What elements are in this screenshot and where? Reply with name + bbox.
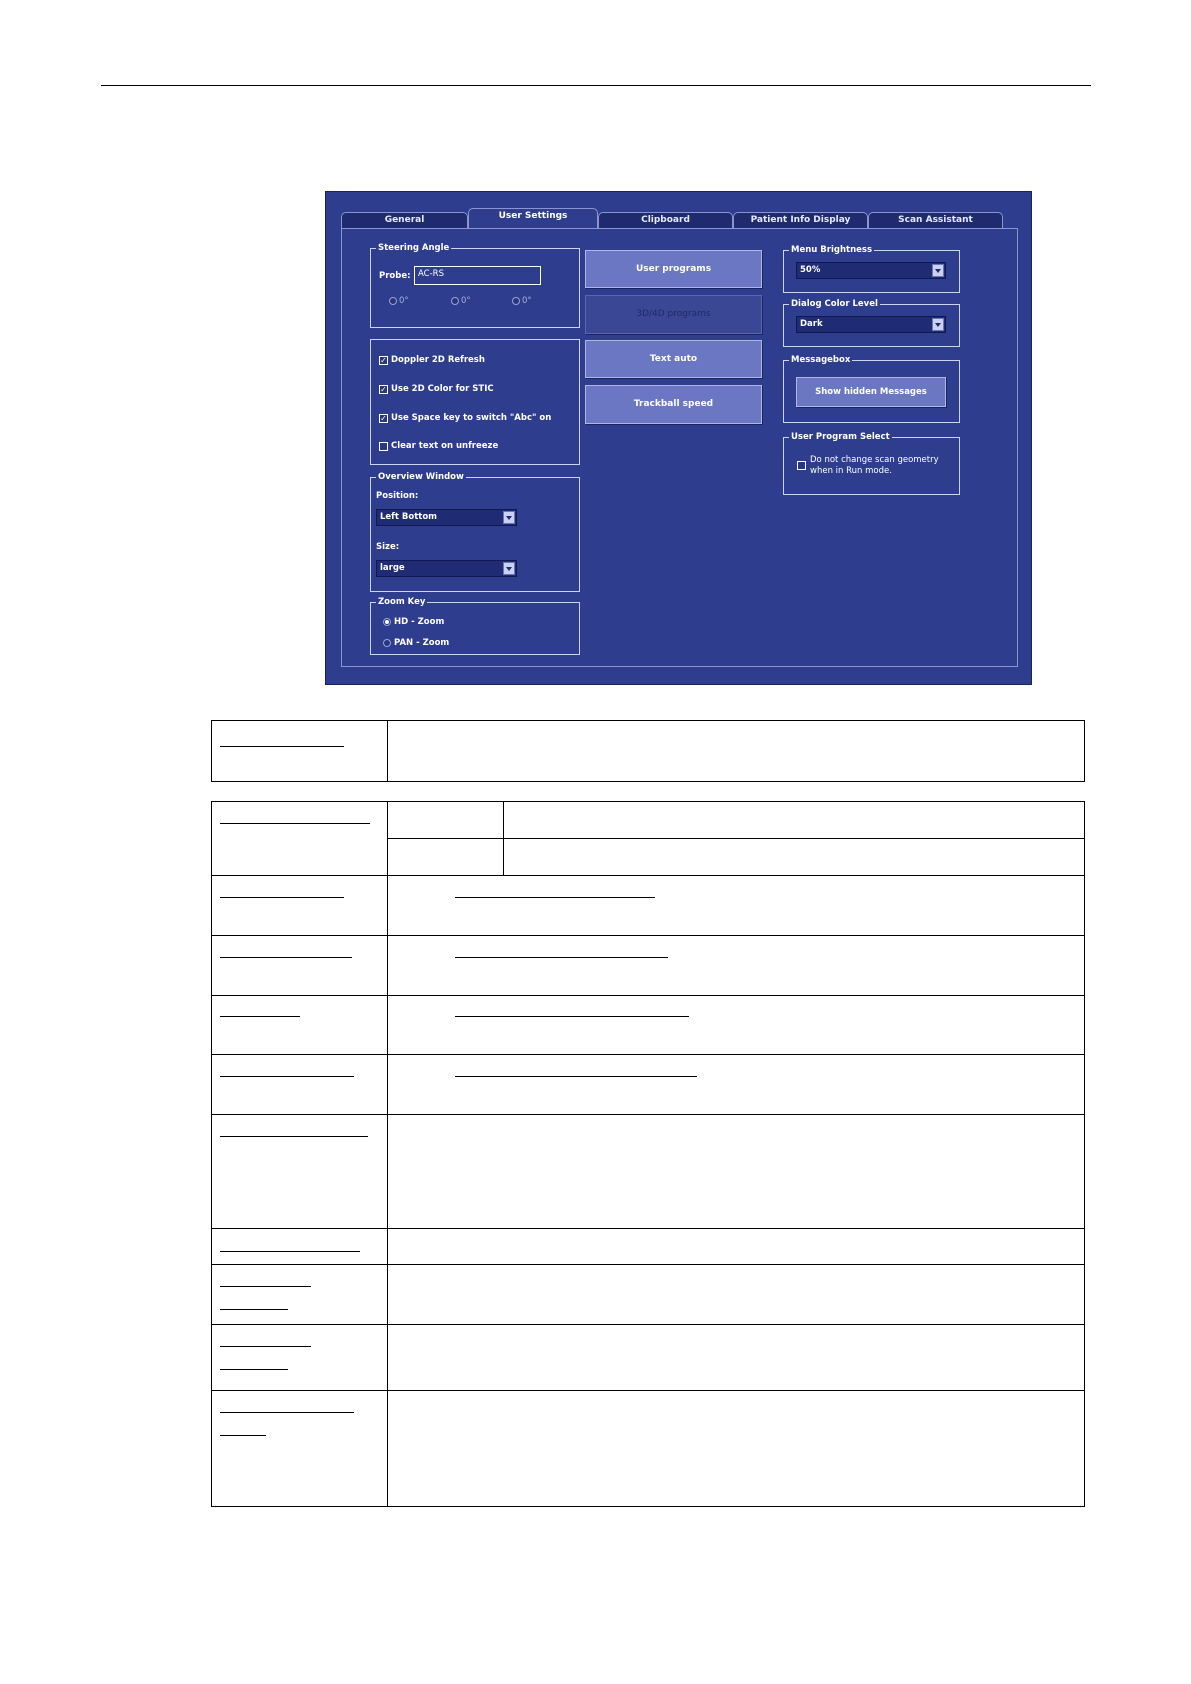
description-table-2: [211, 801, 1085, 1507]
table-row-divider: [212, 995, 1084, 996]
table-divider: [387, 721, 388, 781]
clear-text-unfreeze-label: Clear text on unfreeze: [391, 441, 499, 451]
redacted-text-line: [220, 1286, 311, 1287]
redacted-text-line: [455, 1016, 689, 1017]
space-key-abc-label: Use Space key to switch "Abc" on: [391, 413, 552, 423]
redacted-text-line: [220, 1346, 311, 1347]
redacted-text-line: [220, 1309, 288, 1310]
redacted-text-line: [455, 957, 668, 958]
redacted-text-line: [220, 746, 344, 747]
redacted-text-line: [220, 1251, 360, 1252]
steering-angle-title: Steering Angle: [378, 243, 450, 253]
tab-clipboard[interactable]: Clipboard: [598, 212, 733, 228]
redacted-text-line: [220, 957, 352, 958]
clear-text-unfreeze-checkbox[interactable]: [379, 442, 388, 451]
angle-label-3: 0°: [522, 296, 532, 306]
keep-scan-geometry-label-line2: when in Run mode.: [810, 466, 892, 476]
angle-radio-3[interactable]: [512, 297, 520, 305]
show-hidden-messages-button[interactable]: Show hidden Messages: [796, 377, 946, 407]
keep-scan-geometry-label-line1: Do not change scan geometry: [810, 455, 939, 465]
probe-label: Probe:: [379, 271, 411, 281]
redacted-text-line: [220, 1435, 266, 1436]
redacted-text-line: [220, 1136, 368, 1137]
doppler-2d-refresh-label: Doppler 2D Refresh: [391, 355, 485, 365]
user-settings-dialog: [325, 191, 1032, 685]
redacted-text-line: [220, 1369, 288, 1370]
3d4d-programs-button[interactable]: 3D/4D programs: [585, 295, 762, 334]
trackball-speed-button[interactable]: Trackball speed: [585, 385, 762, 424]
table-row-divider: [387, 838, 1084, 839]
menu-brightness-value: 50%: [800, 265, 821, 275]
hd-zoom-label: HD - Zoom: [394, 617, 445, 627]
messagebox-group: [783, 355, 960, 423]
position-select[interactable]: [376, 509, 517, 526]
doppler-2d-refresh-checkbox[interactable]: ✓: [380, 356, 387, 365]
angle-radio-2[interactable]: [451, 297, 459, 305]
chevron-down-icon[interactable]: [932, 264, 944, 277]
table-row-divider: [212, 1114, 1084, 1115]
position-label: Position:: [376, 491, 419, 501]
chevron-down-icon[interactable]: [503, 511, 515, 524]
tab-bar: [341, 210, 1018, 228]
overview-window-title: Overview Window: [378, 472, 464, 482]
menu-brightness-group: [783, 245, 960, 293]
redacted-text-line: [455, 1076, 697, 1077]
options-checkbox-group: [370, 339, 580, 465]
chevron-down-icon[interactable]: [932, 318, 944, 331]
tab-patient-info-display[interactable]: Patient Info Display: [733, 212, 868, 228]
dialog-color-level-value: Dark: [800, 319, 823, 329]
zoom-key-group: [370, 597, 580, 655]
menu-brightness-select[interactable]: [796, 262, 946, 279]
redacted-text-line: [455, 897, 655, 898]
redacted-text-line: [220, 1016, 300, 1017]
redacted-text-line: [220, 897, 344, 898]
redacted-text-line: [220, 823, 370, 824]
tab-user-settings[interactable]: User Settings: [468, 208, 598, 229]
table-row-divider: [212, 875, 1084, 876]
use-2d-color-stic-checkbox[interactable]: ✓: [380, 385, 387, 394]
pan-zoom-radio[interactable]: [383, 639, 391, 647]
size-label: Size:: [376, 542, 400, 552]
table-divider: [387, 802, 388, 1506]
size-select-value: large: [380, 563, 405, 573]
size-select[interactable]: [376, 560, 517, 577]
dialog-color-level-select[interactable]: [796, 316, 946, 333]
redacted-text-line: [220, 1076, 354, 1077]
tab-scan-assistant[interactable]: Scan Assistant: [868, 212, 1003, 228]
hd-zoom-radio[interactable]: [383, 618, 391, 626]
menu-brightness-title: Menu Brightness: [791, 245, 873, 255]
table-row-divider: [212, 1228, 1084, 1229]
table-row-divider: [212, 1390, 1084, 1391]
description-table-1: [211, 720, 1085, 782]
use-2d-color-stic-label: Use 2D Color for STIC: [391, 384, 494, 394]
probe-input[interactable]: AC-RS: [414, 266, 541, 285]
messagebox-title: Messagebox: [791, 355, 851, 365]
tab-general[interactable]: General: [341, 212, 468, 228]
chevron-down-icon[interactable]: [503, 562, 515, 575]
zoom-key-title: Zoom Key: [378, 597, 426, 607]
table-row-divider: [212, 935, 1084, 936]
table-row-divider: [212, 1324, 1084, 1325]
position-select-value: Left Bottom: [380, 512, 438, 522]
user-program-select-title: User Program Select: [791, 432, 890, 442]
text-auto-button[interactable]: Text auto: [585, 340, 762, 378]
dialog-color-level-title: Dialog Color Level: [791, 299, 878, 309]
tab-panel: [341, 228, 1018, 667]
pan-zoom-label: PAN - Zoom: [394, 638, 450, 648]
keep-scan-geometry-checkbox[interactable]: [797, 461, 806, 470]
dialog-color-level-group: [783, 299, 960, 347]
user-program-select-group: [783, 432, 960, 495]
steering-angle-group: [370, 243, 580, 328]
page-header-rule: [101, 85, 1091, 86]
space-key-abc-checkbox[interactable]: ✓: [380, 414, 387, 423]
redacted-text-line: [220, 1412, 354, 1413]
angle-radio-1[interactable]: [389, 297, 397, 305]
table-row-divider: [212, 1054, 1084, 1055]
angle-label-2: 0°: [461, 296, 471, 306]
user-programs-button[interactable]: User programs: [585, 250, 762, 288]
table-row-divider: [212, 1264, 1084, 1265]
overview-window-group: [370, 472, 580, 592]
angle-label-1: 0°: [399, 296, 409, 306]
